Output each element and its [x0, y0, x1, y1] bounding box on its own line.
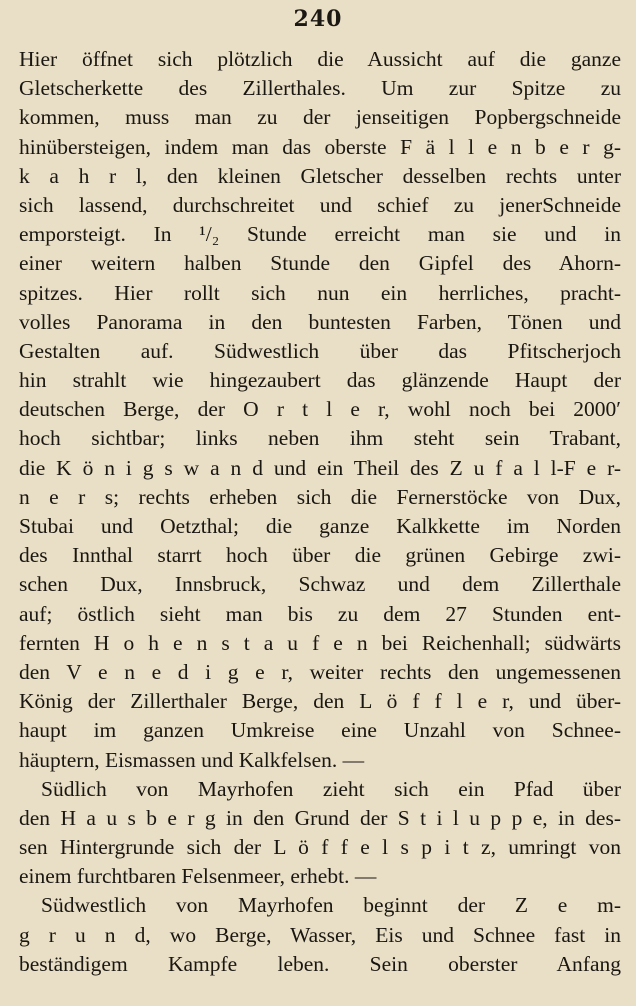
text-line: spitzes. Hier rollt sich nun ein herrliches, pracht- — [19, 280, 621, 305]
text-line: beständigem Kampfe leben. Sein oberster Anfang — [19, 951, 621, 976]
text-line: Gletscherkette des Zillerthales. Um zur Spitze zu — [19, 76, 621, 101]
text-line: sen Hintergrunde sich der L ö f f e l s p i t z, umringt von — [19, 835, 621, 860]
body-text — [19, 45, 621, 979]
text-line: einem furchtbaren Felsenmeer, erhebt. — — [19, 864, 377, 889]
text-line: häuptern, Eismassen und Kalkfelsen. — — [19, 747, 365, 772]
text-line: sich lassend, durchschreitet und schief zu jenerSchneide — [19, 192, 621, 217]
text-line: emporsteigt. In ¹/₂ Stunde erreicht man sie und in — [19, 222, 621, 247]
text-line: hoch sichtbar; links neben ihm steht sein Trabant, — [19, 426, 621, 451]
text-line: hinübersteigen, indem man das oberste F ä l l e n b e r g- — [19, 134, 621, 159]
text-line: den H a u s b e r g in den Grund der S t i l u p p e, in des- — [19, 805, 621, 830]
page-number: 240 — [293, 6, 343, 32]
text-line: hin strahlt wie hingezaubert das glänzende Haupt der — [19, 368, 621, 393]
text-line: Südlich von Mayrhofen zieht sich ein Pfad über — [41, 776, 621, 801]
text-line: haupt im ganzen Umkreise eine Unzahl von Schnee- — [19, 718, 621, 743]
text-line: fernten H o h e n s t a u f e n bei Reichenhall; südwärts — [19, 630, 621, 655]
text-line: volles Panorama in den buntesten Farben, Tönen und — [19, 309, 621, 334]
text-line: Südwestlich von Mayrhofen beginnt der Z e m- — [41, 893, 621, 918]
text-line: g r u n d, wo Berge, Wasser, Eis und Schnee fast in — [19, 922, 621, 947]
text-line: König der Zillerthaler Berge, den L ö f f l e r, und über- — [19, 689, 621, 714]
text-line: des Innthal starrt hoch über die grünen Gebirge zwi- — [19, 543, 621, 568]
text-line: die K ö n i g s w a n d und ein Theil des Z u f a l l-F e r- — [19, 455, 621, 480]
text-line: n e r s; rechts erheben sich die Fernerstöcke von Dux, — [19, 484, 621, 509]
text-line: schen Dux, Innsbruck, Schwaz und dem Zillerthale — [19, 572, 621, 597]
text-line: einer weitern halben Stunde den Gipfel des Ahorn- — [19, 251, 621, 276]
text-line: k a h r l, den kleinen Gletscher desselben rechts unter — [19, 163, 621, 188]
text-line: Gestalten auf. Südwestlich über das Pfitscherjoch — [19, 338, 621, 363]
text-line: Stubai und Oetzthal; die ganze Kalkkette im Norden — [19, 514, 621, 538]
text-line: Hier öffnet sich plötzlich die Aussicht auf die ganze — [19, 47, 621, 71]
text-line: deutschen Berge, der O r t l e r, wohl noch bei 2000′ — [19, 397, 621, 422]
text-line: auf; östlich sieht man bis zu dem 27 Stunden ent- — [19, 601, 621, 626]
text-line: den V e n e d i g e r, weiter rechts den ungemessenen — [19, 659, 621, 684]
text-line: kommen, muss man zu der jenseitigen Popbergschneide — [19, 105, 621, 130]
